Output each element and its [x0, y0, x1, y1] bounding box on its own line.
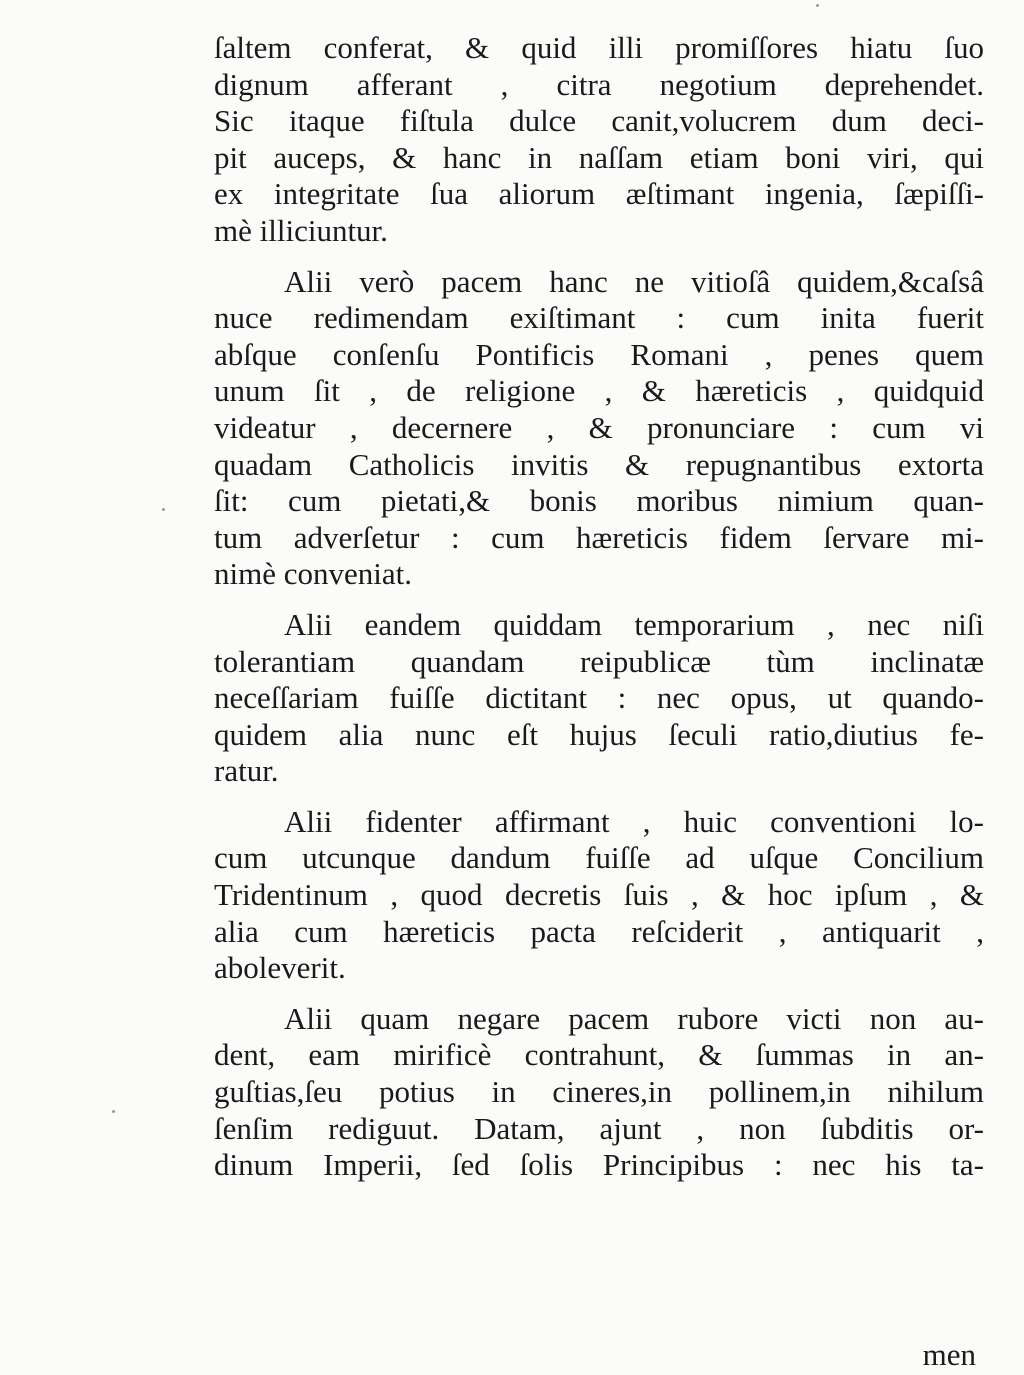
text-line: Alii verò pacem hanc ne vitioſâ quidem,&caſsâ: [284, 263, 984, 299]
text-line: quidem alia nunc eſt hujus ſeculi ratio,diutius fe-: [214, 716, 984, 752]
text-line: quadam Catholicis invitis & repugnantibus extorta: [214, 446, 984, 482]
text-line: tum adverſetur : cum hæreticis fidem ſervare mi-: [214, 519, 984, 555]
text-line: nuce redimendam exiſtimant : cum inita fuerit: [214, 300, 984, 336]
text-line: dignum afferant , citra negotium deprehendet.: [214, 66, 984, 102]
text-line: ſit: cum pietati,& bonis moribus nimium quan-: [214, 483, 984, 519]
text-line: alia cum hæreticis pacta reſciderit , antiquarit ,: [214, 913, 984, 949]
text-line: ſaltem conferat, & quid illi promiſſores hiatu ſuo: [214, 30, 984, 65]
text-line: pit auceps, & hanc in naſſam etiam boni viri, qui: [214, 139, 984, 175]
text-line: Sic itaque fiſtula dulce canit,volucrem dum deci-: [214, 103, 984, 139]
text-line: tolerantiam quandam reipublicæ tùm inclinatæ: [214, 643, 984, 679]
text-line: Tridentinum , quod decretis ſuis , & hoc ipſum , &: [214, 877, 984, 913]
text-line: dent, eam mirificè contrahunt, & ſummas in an-: [214, 1037, 984, 1073]
text-line: cum utcunque dandum fuiſſe ad uſque Concilium: [214, 840, 984, 876]
paragraph-1: [214, 30, 984, 250]
text-line: ſenſim rediguut. Datam, ajunt , non ſubditis or-: [214, 1110, 984, 1146]
text-line: Alii quam negare pacem rubore victi non au-: [284, 1000, 984, 1036]
text-line: dinum Imperii, ſed ſolis Principibus : nec his ta-: [214, 1147, 984, 1183]
text-line: guſtias,ſeu potius in cineres,in pollinem,in nihilum: [214, 1074, 984, 1110]
text-line: ratur.: [214, 753, 279, 789]
scan-speck: [816, 4, 819, 7]
page-text: [214, 30, 984, 1198]
text-line: Alii fidenter affirmant , huic conventioni lo-: [284, 803, 984, 839]
paragraph-2: [214, 264, 984, 593]
paragraph-5: [214, 1001, 984, 1184]
text-line: Alii eandem quiddam temporarium , nec niſi: [284, 606, 984, 642]
scan-speck: [162, 508, 165, 511]
paragraph-4: [214, 804, 984, 987]
catchword: men: [922, 1337, 976, 1372]
text-line: neceſſariam fuiſſe dictitant : nec opus, ut quando-: [214, 680, 984, 716]
text-line: ex integritate ſua aliorum æſtimant ingenia, ſæpiſſi-: [214, 176, 984, 212]
text-line: mè illiciuntur.: [214, 212, 388, 248]
text-line: aboleverit.: [214, 950, 346, 986]
text-line: nimè conveniat.: [214, 556, 412, 592]
paragraph-3: [214, 607, 984, 790]
text-line: abſque conſenſu Pontificis Romani , penes quem: [214, 336, 984, 372]
text-line: unum ſit , de religione , & hæreticis , quidquid: [214, 373, 984, 409]
scan-speck: [112, 1110, 115, 1113]
text-line: videatur , decernere , & pronunciare : cum vi: [214, 409, 984, 445]
